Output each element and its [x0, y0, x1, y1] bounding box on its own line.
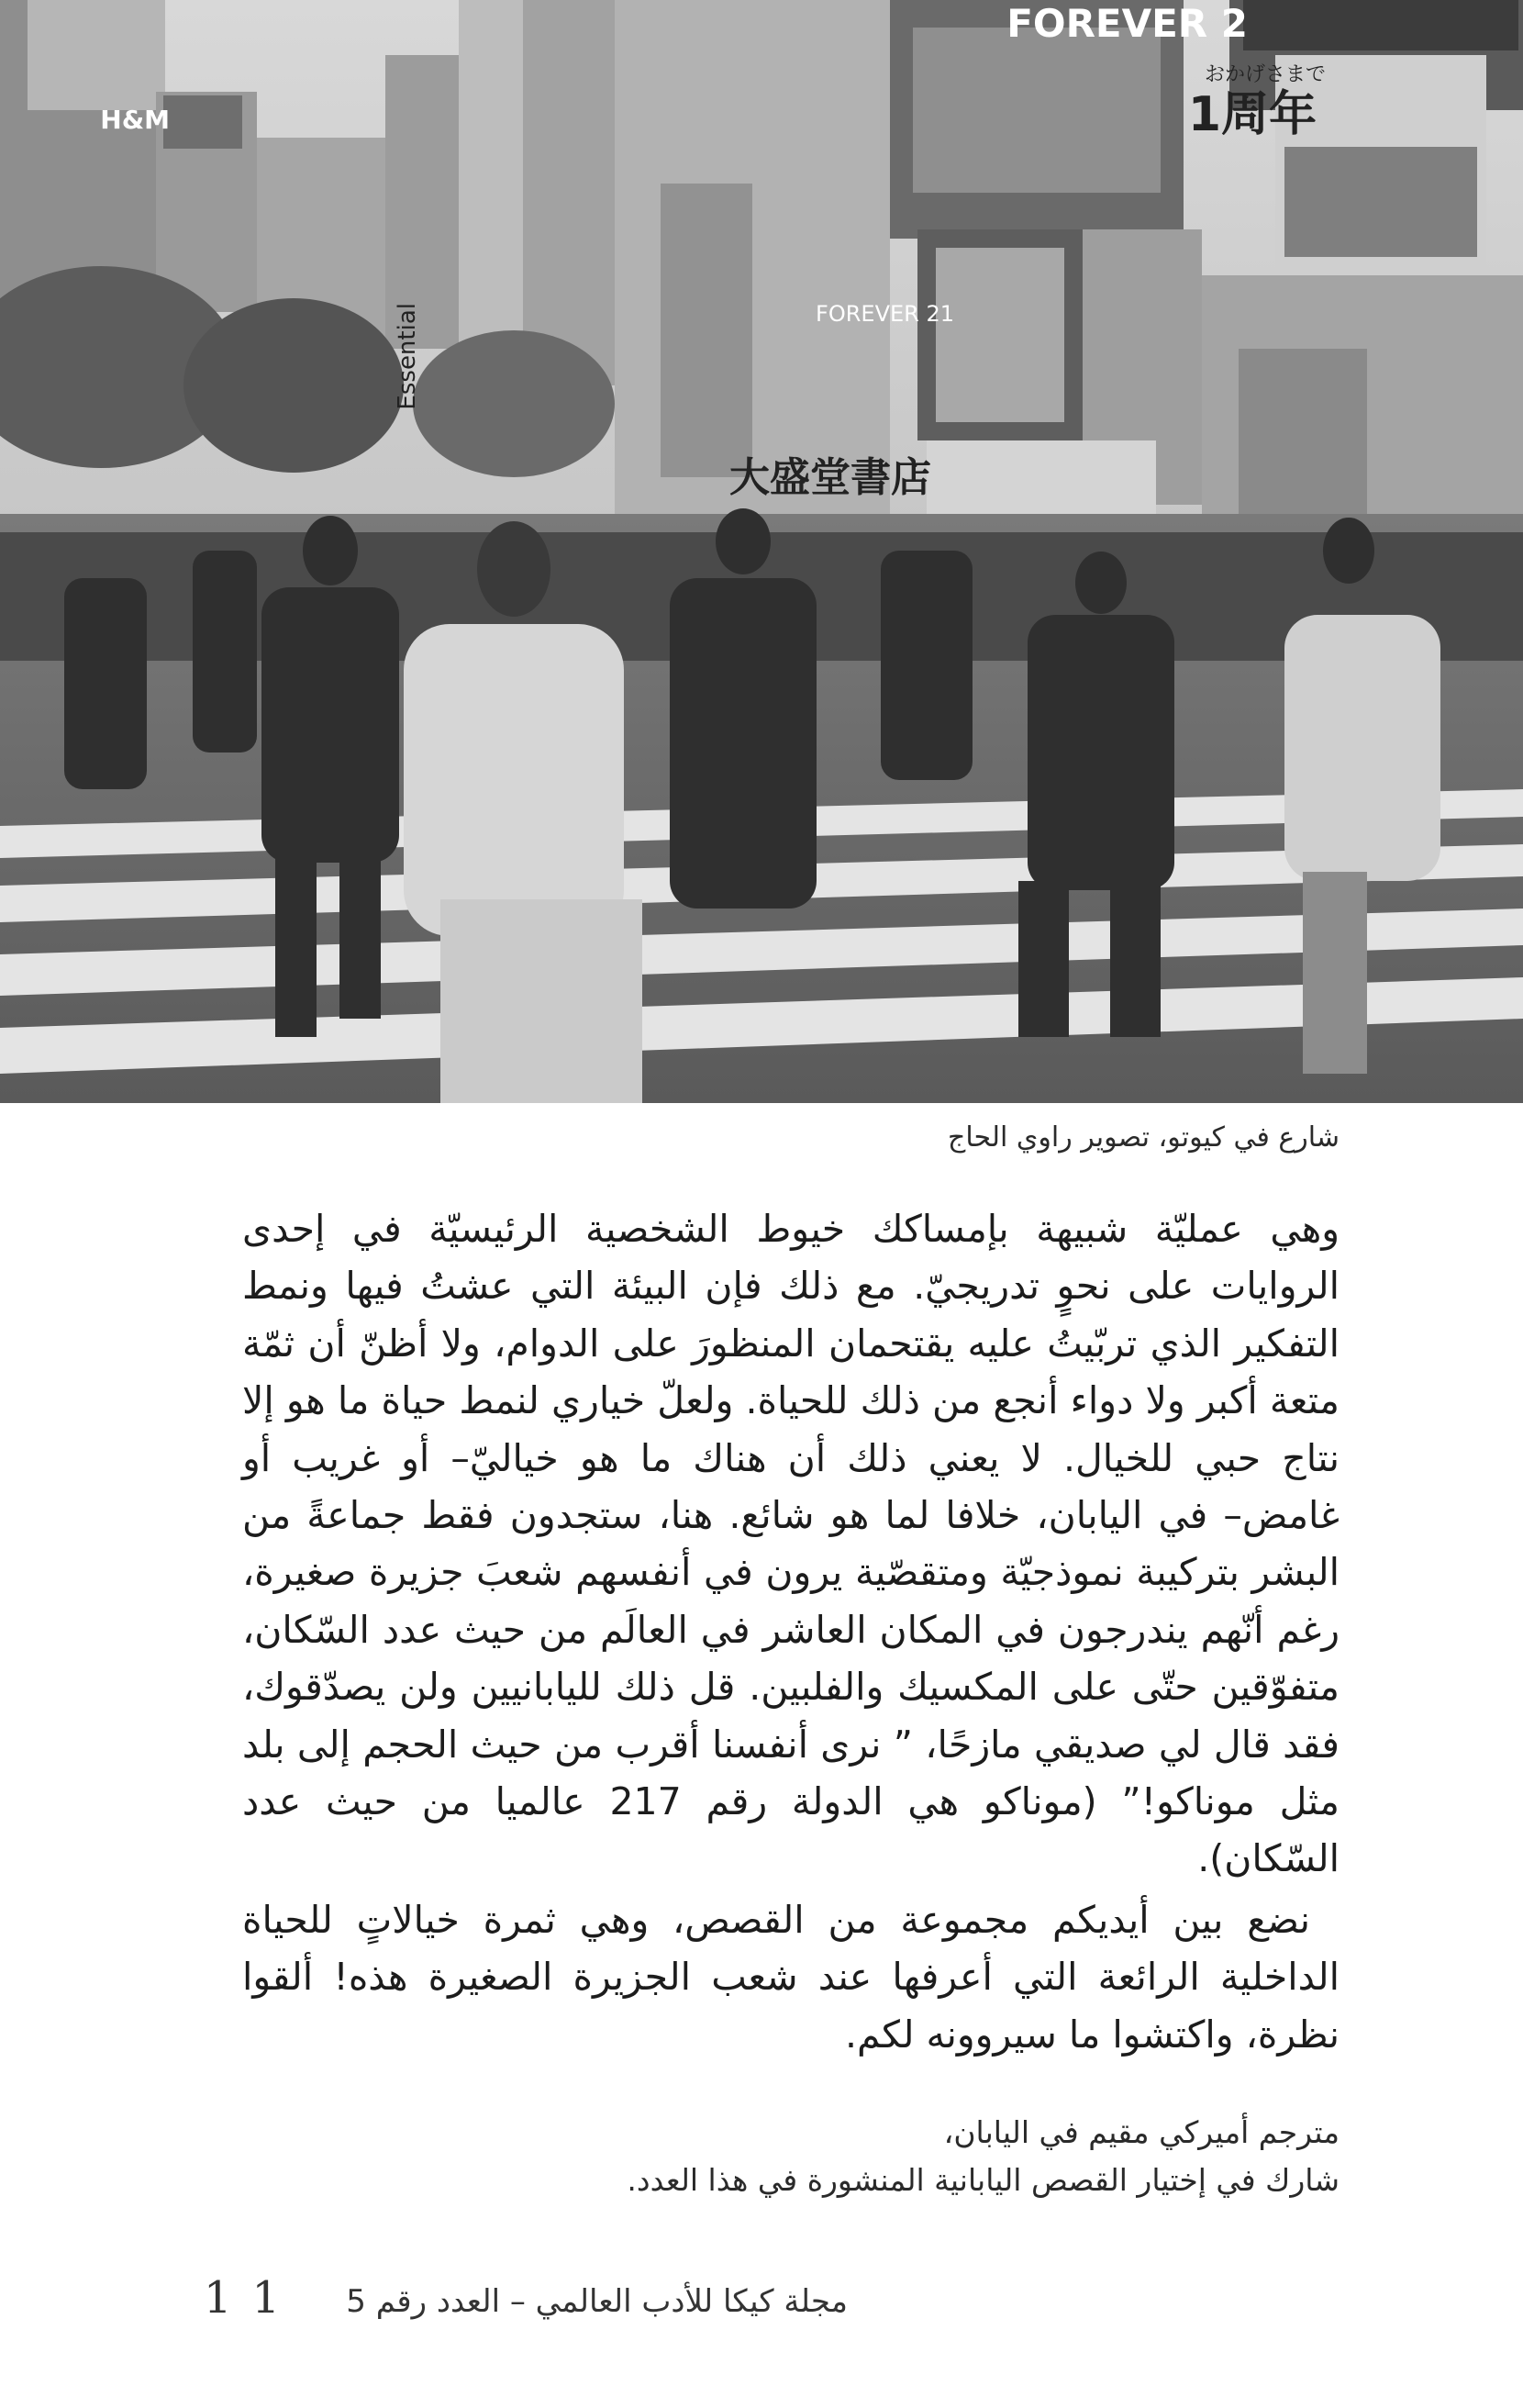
- sign-taisei: 大盛堂書店: [729, 454, 931, 501]
- photo-caption: شارع في كيوتو، تصوير راوي الحاج: [948, 1121, 1340, 1154]
- sign-forever21-mid: FOREVER 21: [816, 301, 954, 327]
- author-note-line-2: شارك في إختيار القصص اليابانية المنشورة في هذا العدد.: [627, 2162, 1340, 2198]
- sign-anniversary-small: おかげさまで: [1204, 63, 1326, 86]
- journal-footer: مجلة كيكا للأدب العالمي – العدد رقم 5: [346, 2283, 848, 2320]
- body-paragraph-1: وهي عمليّة شبيهة بإمساكك خيوط الشخصية الرئيسيّة في إحدى الروايات على نحوٍ تدريجيّ. مع ذلك فإن البيئة التي عشتُ فيها ونمط التفكير الذي تربّيتُ عليه يقتحمان المنظورَ على الدوام، ولا أظنّ أن ثمّة متعة أكبر ولا دواء أنجع من ذلك للحياة. ولعلّ خياري لنمط حياة ما هو إلا نتاج حبي للخيال. لا يعني ذلك أن هناك ما هو خياليّ– أو غريب أو غامض– في اليابان، خلافا لما هو شائع. هنا، ستجدون فقط جماعةً من البشر بتركيبة نموذجيّة ومتقصّية يرون في أنفسهم شعبَ جزيرة صغيرة، رغم أنّهم يندرجون في المكان العاشر في العالَم من حيث عدد السّكان، متفوّقين حتّى على المكسيك والفلبين. قل ذلك لليابانيين ولن يصدّقوك، فقد قال لي صديقي مازحًا، ” نرى أنفسنا أقرب من حيث الحجم إلى بلد مثل موناكو!” (موناكو هي الدولة رقم 217 عالميا من حيث عدد السّكان).: [242, 1207, 1340, 1881]
- street-crossing-photo: [0, 0, 1523, 1103]
- sign-anniversary: 1周年: [1187, 87, 1317, 142]
- sign-essential: Essential: [394, 303, 421, 410]
- body-paragraph-2: نضع بين أيديكم مجموعة من القصص، وهي ثمرة خيالاتٍ للحياة الداخلية الرائعة التي أعرفها عند شعب الجزيرة الصغيرة هذه! ألقوا نظرة، واكتشوا ما سيروونه لكم.: [242, 1897, 1340, 2057]
- author-note: [627, 2109, 1340, 2204]
- sign-forever21-top: FOREVER 2: [1006, 1, 1248, 46]
- author-note-line-1: مترجم أميركي مقيم في اليابان،: [943, 2114, 1340, 2150]
- page-number: 11: [204, 2272, 301, 2324]
- sign-hm: H&M: [100, 105, 170, 135]
- article-body: [242, 1200, 1340, 2063]
